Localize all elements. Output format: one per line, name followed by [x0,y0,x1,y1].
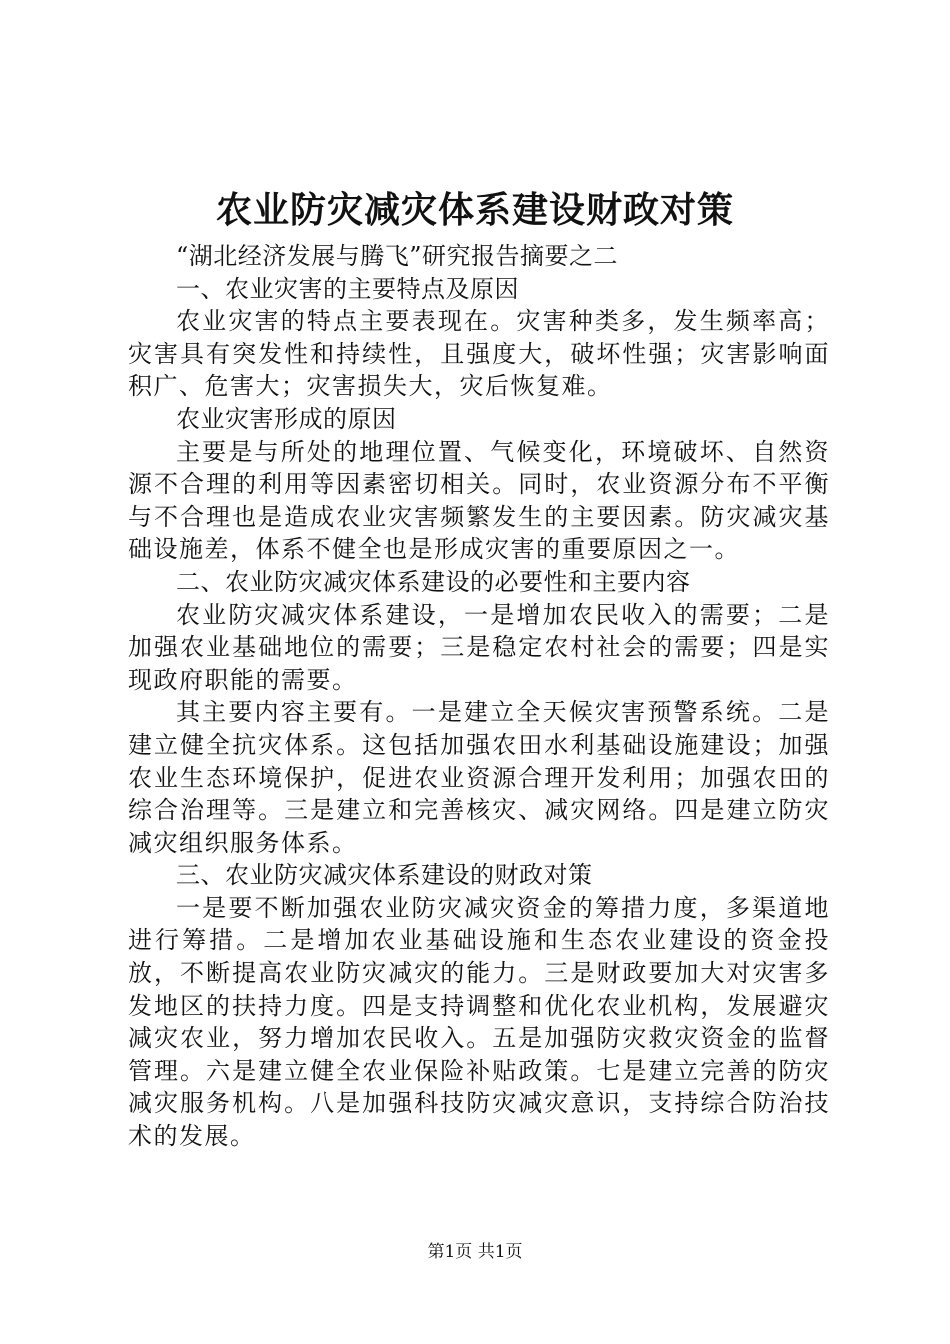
paragraph-necessity: 农业防灾减灾体系建设，一是增加农民收入的需要；二是加强农业基础地位的需要；三是稳定农村社会的需要；四是实现政府职能的需要。 [128,600,830,694]
report-subtitle: “湖北经济发展与腾飞”研究报告摘要之二 [176,242,619,270]
paragraph-disaster-features: 农业灾害的特点主要表现在。灾害种类多，发生频率高；灾害具有突发性和持续性，且强度大，破坏性强；灾害影响面积广、危害大；灾害损失大，灾后恢复难。 [128,307,830,401]
paragraph-disaster-causes: 主要是与所处的地理位置、气候变化，环境破坏、自然资源不合理的利用等因素密切相关。同时，农业资源分布不平衡与不合理也是造成农业灾害频繁发生的主要因素。防灾减灾基础设施差，体系不健全也是形成灾害的重要原因之一。 [128,437,830,564]
section-heading-1: 一、农业灾害的主要特点及原因 [176,274,519,303]
page-number-footer: 第1页 共1页 [427,1242,523,1262]
document-body [128,240,830,1153]
section-heading-2: 二、农业防灾减灾体系建设的必要性和主要内容 [176,567,691,596]
paragraph-main-content: 其主要内容主要有。一是建立全天候灾害预警系统。二是建立健全抗灾体系。这包括加强农田水利基础设施建设；加强农业生态环境保护，促进农业资源合理开发利用；加强农田的综合治理等。三是建立和完善核灾、减灾网络。四是建立防灾减灾组织服务体系。 [128,698,830,857]
document-title: 农业防灾减灾体系建设财政对策 [215,189,734,231]
subheading-disaster-causes: 农业灾害形成的原因 [176,404,397,433]
paragraph-fiscal-measures: 一是要不断加强农业防灾减灾资金的筹措力度，多渠道地进行筹措。二是增加农业基础设施和生态农业建设的资金投放，不断提高农业防灾减灾的能力。三是财政要加大对灾害多发地区的扶持力度。四是支持调整和优化农业机构，发展避灾减灾农业，努力增加农民收入。五是加强防灾救灾资金的监督管理。六是建立健全农业保险补贴政策。七是建立完善的防灾减灾服务机构。八是加强科技防灾减灾意识，支持综合防治技术的发展。 [128,893,830,1151]
section-heading-3: 三、农业防灾减灾体系建设的财政对策 [176,861,593,890]
